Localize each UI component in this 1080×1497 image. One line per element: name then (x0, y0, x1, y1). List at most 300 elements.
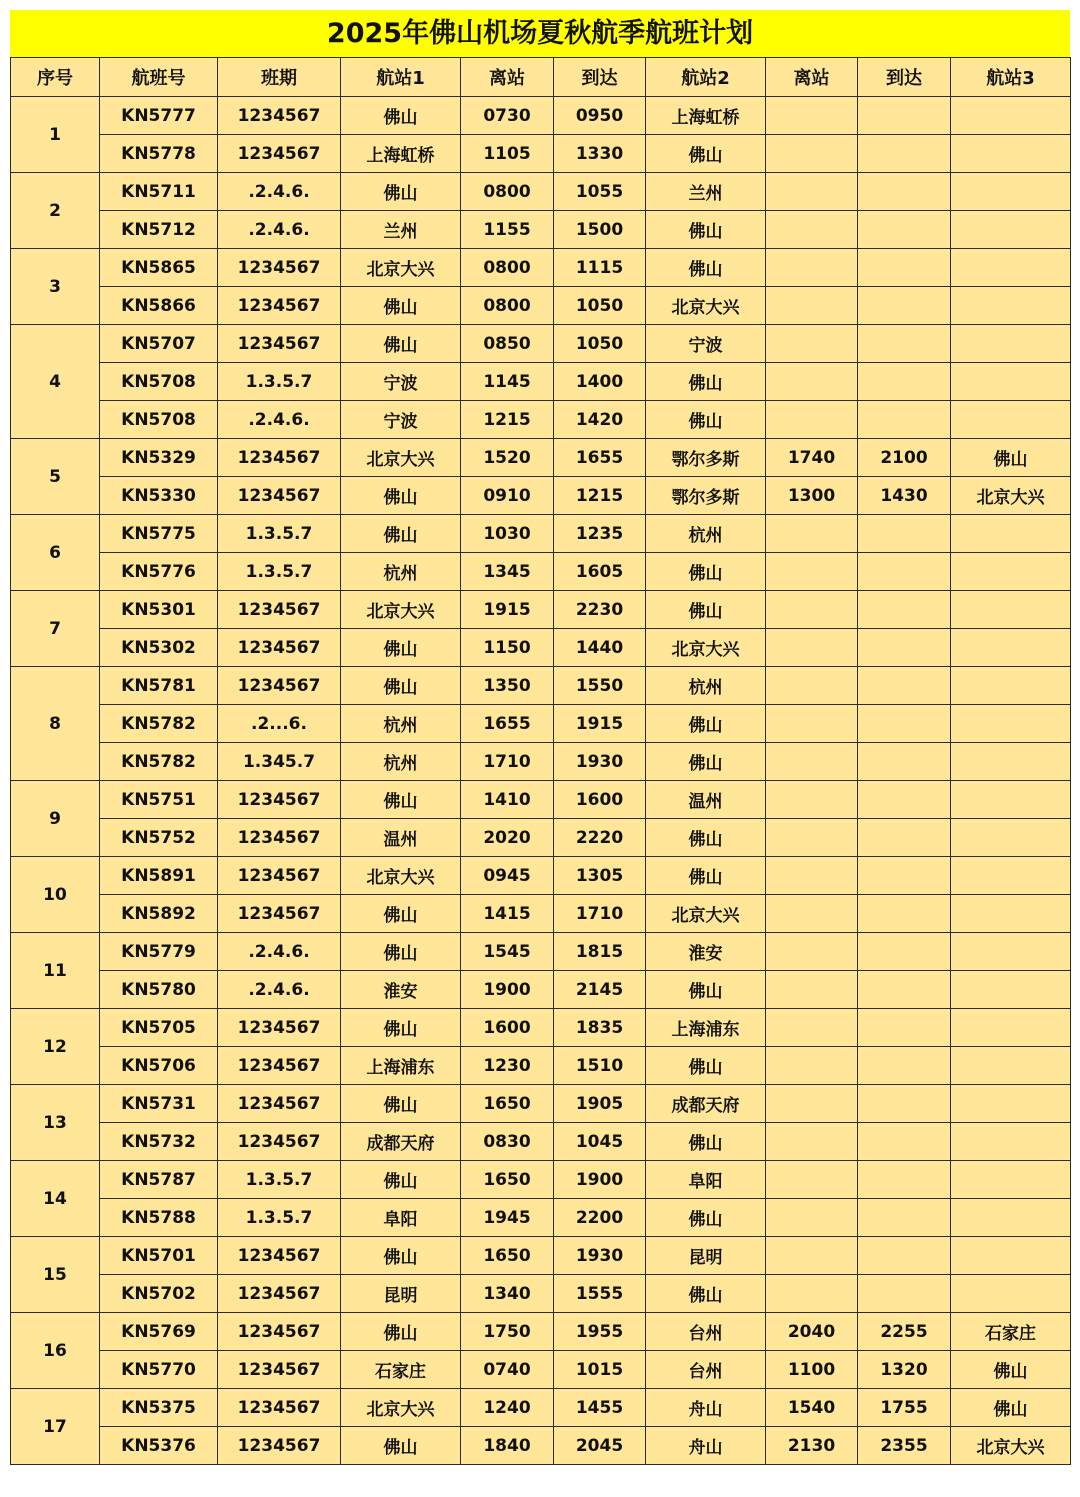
cell-depart1: 0830 (461, 1123, 554, 1161)
cell-station3 (951, 1275, 1071, 1313)
cell-flight-no: KN5732 (100, 1123, 218, 1161)
cell-station1: 佛山 (341, 173, 461, 211)
cell-schedule: 1234567 (218, 1427, 341, 1465)
cell-schedule: 1234567 (218, 819, 341, 857)
cell-depart2: 1740 (766, 439, 858, 477)
cell-station3 (951, 173, 1071, 211)
table-row (11, 1275, 1071, 1313)
column-header-depart2: 离站 (766, 58, 858, 97)
cell-arrive2 (858, 173, 951, 211)
cell-depart1: 0800 (461, 249, 554, 287)
cell-arrive1: 2045 (554, 1427, 646, 1465)
cell-flight-no: KN5780 (100, 971, 218, 1009)
table-row (11, 743, 1071, 781)
cell-schedule: 1234567 (218, 135, 341, 173)
cell-arrive2 (858, 1237, 951, 1275)
column-header-depart1: 离站 (461, 58, 554, 97)
cell-arrive1: 1550 (554, 667, 646, 705)
cell-arrive2 (858, 781, 951, 819)
table-row (11, 629, 1071, 667)
cell-arrive1: 1600 (554, 781, 646, 819)
cell-arrive2 (858, 363, 951, 401)
cell-depart2 (766, 895, 858, 933)
cell-flight-no: KN5708 (100, 363, 218, 401)
cell-station1: 宁波 (341, 401, 461, 439)
cell-arrive2 (858, 287, 951, 325)
cell-schedule: 1234567 (218, 629, 341, 667)
cell-depart1: 0910 (461, 477, 554, 515)
cell-depart1: 0800 (461, 173, 554, 211)
cell-station3 (951, 1237, 1071, 1275)
cell-station2: 佛山 (646, 591, 766, 629)
cell-schedule: 1234567 (218, 667, 341, 705)
cell-station1: 佛山 (341, 325, 461, 363)
cell-seq: 3 (11, 249, 100, 325)
cell-schedule: 1234567 (218, 1085, 341, 1123)
cell-depart1: 1710 (461, 743, 554, 781)
cell-arrive2 (858, 515, 951, 553)
cell-schedule: 1.3.5.7 (218, 1199, 341, 1237)
cell-depart1: 1545 (461, 933, 554, 971)
cell-arrive1: 2145 (554, 971, 646, 1009)
cell-station2: 舟山 (646, 1389, 766, 1427)
cell-station2: 佛山 (646, 553, 766, 591)
cell-depart1: 1030 (461, 515, 554, 553)
cell-station3: 石家庄 (951, 1313, 1071, 1351)
table-row (11, 1123, 1071, 1161)
cell-arrive1: 1015 (554, 1351, 646, 1389)
cell-arrive2 (858, 97, 951, 135)
cell-station3 (951, 325, 1071, 363)
cell-station2: 佛山 (646, 1123, 766, 1161)
cell-station3 (951, 1123, 1071, 1161)
cell-station3 (951, 667, 1071, 705)
cell-depart1: 1340 (461, 1275, 554, 1313)
table-row (11, 287, 1071, 325)
cell-arrive1: 1915 (554, 705, 646, 743)
cell-station2: 北京大兴 (646, 287, 766, 325)
cell-flight-no: KN5770 (100, 1351, 218, 1389)
cell-seq: 10 (11, 857, 100, 933)
cell-station2: 鄂尔多斯 (646, 477, 766, 515)
cell-flight-no: KN5702 (100, 1275, 218, 1313)
table-row (11, 135, 1071, 173)
cell-schedule: 1234567 (218, 1313, 341, 1351)
cell-station2: 成都天府 (646, 1085, 766, 1123)
cell-arrive2 (858, 211, 951, 249)
cell-depart1: 1650 (461, 1237, 554, 1275)
cell-arrive1: 1905 (554, 1085, 646, 1123)
cell-schedule: 1234567 (218, 1237, 341, 1275)
cell-station3 (951, 287, 1071, 325)
cell-station3 (951, 401, 1071, 439)
cell-arrive2: 1320 (858, 1351, 951, 1389)
page-title: 2025年佛山机场夏秋航季航班计划 (10, 10, 1070, 57)
cell-seq: 16 (11, 1313, 100, 1389)
cell-station1: 成都天府 (341, 1123, 461, 1161)
cell-schedule: .2.4.6. (218, 971, 341, 1009)
cell-seq: 6 (11, 515, 100, 591)
cell-depart1: 1900 (461, 971, 554, 1009)
cell-flight-no: KN5769 (100, 1313, 218, 1351)
cell-station2: 台州 (646, 1313, 766, 1351)
cell-arrive1: 1115 (554, 249, 646, 287)
cell-depart1: 1150 (461, 629, 554, 667)
cell-station1: 北京大兴 (341, 439, 461, 477)
cell-arrive1: 1455 (554, 1389, 646, 1427)
cell-depart1: 1840 (461, 1427, 554, 1465)
cell-station1: 佛山 (341, 781, 461, 819)
cell-flight-no: KN5891 (100, 857, 218, 895)
cell-seq: 11 (11, 933, 100, 1009)
cell-seq: 14 (11, 1161, 100, 1237)
table-row (11, 211, 1071, 249)
cell-depart1: 1345 (461, 553, 554, 591)
cell-station3 (951, 591, 1071, 629)
cell-arrive1: 1215 (554, 477, 646, 515)
cell-station1: 佛山 (341, 629, 461, 667)
cell-depart1: 1350 (461, 667, 554, 705)
table-row (11, 895, 1071, 933)
cell-depart2 (766, 1237, 858, 1275)
cell-arrive1: 1045 (554, 1123, 646, 1161)
cell-arrive1: 1050 (554, 287, 646, 325)
table-row (11, 1237, 1071, 1275)
cell-arrive2 (858, 591, 951, 629)
cell-arrive1: 1835 (554, 1009, 646, 1047)
cell-depart2: 1540 (766, 1389, 858, 1427)
cell-schedule: 1.3.5.7 (218, 363, 341, 401)
cell-flight-no: KN5302 (100, 629, 218, 667)
cell-arrive1: 2220 (554, 819, 646, 857)
cell-station1: 佛山 (341, 1237, 461, 1275)
cell-flight-no: KN5776 (100, 553, 218, 591)
table-row (11, 1047, 1071, 1085)
cell-station1: 宁波 (341, 363, 461, 401)
table-row (11, 1009, 1071, 1047)
cell-station3 (951, 1047, 1071, 1085)
cell-arrive2: 1430 (858, 477, 951, 515)
table-row (11, 705, 1071, 743)
table-header-row (11, 58, 1071, 97)
cell-arrive1: 1055 (554, 173, 646, 211)
cell-depart2 (766, 287, 858, 325)
column-header-station1: 航站1 (341, 58, 461, 97)
cell-schedule: .2.4.6. (218, 401, 341, 439)
cell-station2: 佛山 (646, 1275, 766, 1313)
cell-schedule: 1234567 (218, 895, 341, 933)
cell-arrive1: 1400 (554, 363, 646, 401)
table-row (11, 553, 1071, 591)
flight-schedule-table (10, 57, 1071, 1465)
cell-depart1: 1415 (461, 895, 554, 933)
cell-station1: 佛山 (341, 1313, 461, 1351)
cell-seq: 7 (11, 591, 100, 667)
cell-depart1: 1230 (461, 1047, 554, 1085)
cell-schedule: 1234567 (218, 591, 341, 629)
cell-station2: 佛山 (646, 135, 766, 173)
cell-arrive1: 1900 (554, 1161, 646, 1199)
column-header-station3: 航站3 (951, 58, 1071, 97)
cell-station2: 佛山 (646, 1199, 766, 1237)
cell-station3 (951, 135, 1071, 173)
cell-station1: 北京大兴 (341, 249, 461, 287)
cell-flight-no: KN5330 (100, 477, 218, 515)
cell-arrive1: 1050 (554, 325, 646, 363)
cell-depart2 (766, 819, 858, 857)
cell-arrive1: 2230 (554, 591, 646, 629)
cell-depart1: 1650 (461, 1161, 554, 1199)
column-header-station2: 航站2 (646, 58, 766, 97)
cell-seq: 5 (11, 439, 100, 515)
table-row (11, 439, 1071, 477)
cell-station1: 佛山 (341, 287, 461, 325)
cell-station1: 佛山 (341, 1161, 461, 1199)
cell-schedule: 1234567 (218, 287, 341, 325)
cell-arrive2 (858, 1275, 951, 1313)
cell-arrive2 (858, 895, 951, 933)
cell-schedule: 1.3.5.7 (218, 553, 341, 591)
cell-schedule: 1234567 (218, 1389, 341, 1427)
cell-depart1: 1945 (461, 1199, 554, 1237)
cell-seq: 4 (11, 325, 100, 439)
cell-depart2 (766, 363, 858, 401)
cell-station3 (951, 1085, 1071, 1123)
cell-schedule: 1234567 (218, 249, 341, 287)
cell-station1: 佛山 (341, 97, 461, 135)
cell-arrive2 (858, 1085, 951, 1123)
cell-station3 (951, 363, 1071, 401)
cell-depart1: 0800 (461, 287, 554, 325)
cell-depart1: 1145 (461, 363, 554, 401)
cell-depart2 (766, 1161, 858, 1199)
cell-station1: 北京大兴 (341, 857, 461, 895)
cell-depart2 (766, 1199, 858, 1237)
cell-station3 (951, 819, 1071, 857)
table-row (11, 325, 1071, 363)
cell-seq: 9 (11, 781, 100, 857)
cell-station1: 杭州 (341, 705, 461, 743)
cell-schedule: 1.345.7 (218, 743, 341, 781)
cell-station1: 佛山 (341, 895, 461, 933)
cell-depart2 (766, 667, 858, 705)
cell-arrive1: 1500 (554, 211, 646, 249)
cell-schedule: 1.3.5.7 (218, 515, 341, 553)
cell-depart2 (766, 211, 858, 249)
table-row (11, 819, 1071, 857)
cell-schedule: 1.3.5.7 (218, 1161, 341, 1199)
cell-station2: 佛山 (646, 363, 766, 401)
cell-flight-no: KN5731 (100, 1085, 218, 1123)
cell-station3 (951, 249, 1071, 287)
cell-flight-no: KN5706 (100, 1047, 218, 1085)
cell-depart1: 0740 (461, 1351, 554, 1389)
cell-depart2 (766, 1123, 858, 1161)
cell-station3 (951, 895, 1071, 933)
cell-depart2: 2040 (766, 1313, 858, 1351)
cell-arrive2 (858, 705, 951, 743)
cell-schedule: 1234567 (218, 97, 341, 135)
cell-station1: 佛山 (341, 933, 461, 971)
cell-station1: 北京大兴 (341, 591, 461, 629)
table-row (11, 857, 1071, 895)
cell-seq: 17 (11, 1389, 100, 1465)
table-row (11, 591, 1071, 629)
cell-station2: 宁波 (646, 325, 766, 363)
cell-arrive1: 1655 (554, 439, 646, 477)
cell-depart1: 1240 (461, 1389, 554, 1427)
cell-flight-no: KN5711 (100, 173, 218, 211)
cell-station2: 佛山 (646, 971, 766, 1009)
cell-arrive1: 1305 (554, 857, 646, 895)
cell-station1: 佛山 (341, 667, 461, 705)
cell-schedule: 1234567 (218, 1351, 341, 1389)
cell-arrive1: 1235 (554, 515, 646, 553)
cell-station1: 佛山 (341, 515, 461, 553)
cell-arrive2 (858, 1161, 951, 1199)
cell-station2: 佛山 (646, 705, 766, 743)
table-row (11, 1199, 1071, 1237)
cell-station2: 舟山 (646, 1427, 766, 1465)
cell-arrive1: 1420 (554, 401, 646, 439)
cell-depart2 (766, 1047, 858, 1085)
cell-arrive2 (858, 971, 951, 1009)
cell-depart2 (766, 249, 858, 287)
cell-station3 (951, 1161, 1071, 1199)
cell-arrive2 (858, 553, 951, 591)
cell-arrive1: 1815 (554, 933, 646, 971)
cell-depart2 (766, 173, 858, 211)
cell-flight-no: KN5788 (100, 1199, 218, 1237)
cell-depart2 (766, 515, 858, 553)
cell-flight-no: KN5752 (100, 819, 218, 857)
cell-arrive1: 1955 (554, 1313, 646, 1351)
cell-depart2 (766, 97, 858, 135)
cell-station2: 佛山 (646, 743, 766, 781)
table-row (11, 97, 1071, 135)
cell-station1: 淮安 (341, 971, 461, 1009)
cell-depart2 (766, 781, 858, 819)
cell-station3: 北京大兴 (951, 1427, 1071, 1465)
cell-station2: 佛山 (646, 211, 766, 249)
cell-depart1: 1655 (461, 705, 554, 743)
cell-station3 (951, 515, 1071, 553)
cell-flight-no: KN5787 (100, 1161, 218, 1199)
cell-arrive1: 1330 (554, 135, 646, 173)
cell-depart1: 1520 (461, 439, 554, 477)
cell-station3 (951, 211, 1071, 249)
cell-station1: 昆明 (341, 1275, 461, 1313)
cell-flight-no: KN5708 (100, 401, 218, 439)
cell-station3 (951, 705, 1071, 743)
cell-arrive2: 2255 (858, 1313, 951, 1351)
table-row (11, 1389, 1071, 1427)
cell-station1: 佛山 (341, 1085, 461, 1123)
cell-flight-no: KN5782 (100, 705, 218, 743)
cell-arrive2 (858, 819, 951, 857)
cell-station2: 佛山 (646, 401, 766, 439)
cell-flight-no: KN5376 (100, 1427, 218, 1465)
cell-flight-no: KN5375 (100, 1389, 218, 1427)
cell-arrive2: 1755 (858, 1389, 951, 1427)
cell-station2: 兰州 (646, 173, 766, 211)
cell-station3 (951, 743, 1071, 781)
cell-station3: 佛山 (951, 439, 1071, 477)
cell-flight-no: KN5866 (100, 287, 218, 325)
cell-station3 (951, 553, 1071, 591)
cell-flight-no: KN5701 (100, 1237, 218, 1275)
cell-arrive2 (858, 1009, 951, 1047)
cell-station2: 上海浦东 (646, 1009, 766, 1047)
cell-station1: 佛山 (341, 477, 461, 515)
table-row (11, 1313, 1071, 1351)
cell-flight-no: KN5892 (100, 895, 218, 933)
table-row (11, 781, 1071, 819)
table-row (11, 971, 1071, 1009)
cell-arrive2: 2355 (858, 1427, 951, 1465)
cell-schedule: 1234567 (218, 325, 341, 363)
cell-flight-no: KN5777 (100, 97, 218, 135)
table-row (11, 1427, 1071, 1465)
cell-depart1: 1105 (461, 135, 554, 173)
cell-flight-no: KN5712 (100, 211, 218, 249)
cell-schedule: 1234567 (218, 1009, 341, 1047)
cell-station1: 北京大兴 (341, 1389, 461, 1427)
cell-schedule: .2.4.6. (218, 173, 341, 211)
cell-depart2: 2130 (766, 1427, 858, 1465)
column-header-schedule: 班期 (218, 58, 341, 97)
cell-arrive2 (858, 249, 951, 287)
cell-seq: 15 (11, 1237, 100, 1313)
cell-schedule: 1234567 (218, 781, 341, 819)
cell-station2: 北京大兴 (646, 629, 766, 667)
cell-arrive2 (858, 1047, 951, 1085)
cell-flight-no: KN5865 (100, 249, 218, 287)
cell-depart2 (766, 553, 858, 591)
cell-station1: 杭州 (341, 743, 461, 781)
cell-station2: 上海虹桥 (646, 97, 766, 135)
cell-arrive2 (858, 135, 951, 173)
cell-schedule: .2...6. (218, 705, 341, 743)
cell-station1: 上海浦东 (341, 1047, 461, 1085)
cell-station3 (951, 1199, 1071, 1237)
cell-flight-no: KN5301 (100, 591, 218, 629)
cell-arrive2 (858, 743, 951, 781)
cell-station2: 佛山 (646, 819, 766, 857)
cell-station2: 温州 (646, 781, 766, 819)
cell-depart2 (766, 743, 858, 781)
cell-depart2 (766, 1275, 858, 1313)
cell-arrive2 (858, 629, 951, 667)
cell-flight-no: KN5782 (100, 743, 218, 781)
cell-arrive2 (858, 933, 951, 971)
cell-arrive2 (858, 857, 951, 895)
column-header-flight-no: 航班号 (100, 58, 218, 97)
cell-arrive2 (858, 1199, 951, 1237)
column-header-seq: 序号 (11, 58, 100, 97)
cell-seq: 1 (11, 97, 100, 173)
cell-arrive1: 1930 (554, 1237, 646, 1275)
cell-flight-no: KN5775 (100, 515, 218, 553)
cell-schedule: 1234567 (218, 477, 341, 515)
cell-depart2 (766, 971, 858, 1009)
cell-station3 (951, 781, 1071, 819)
cell-depart1: 1155 (461, 211, 554, 249)
cell-seq: 13 (11, 1085, 100, 1161)
cell-station2: 阜阳 (646, 1161, 766, 1199)
cell-flight-no: KN5329 (100, 439, 218, 477)
cell-station1: 石家庄 (341, 1351, 461, 1389)
